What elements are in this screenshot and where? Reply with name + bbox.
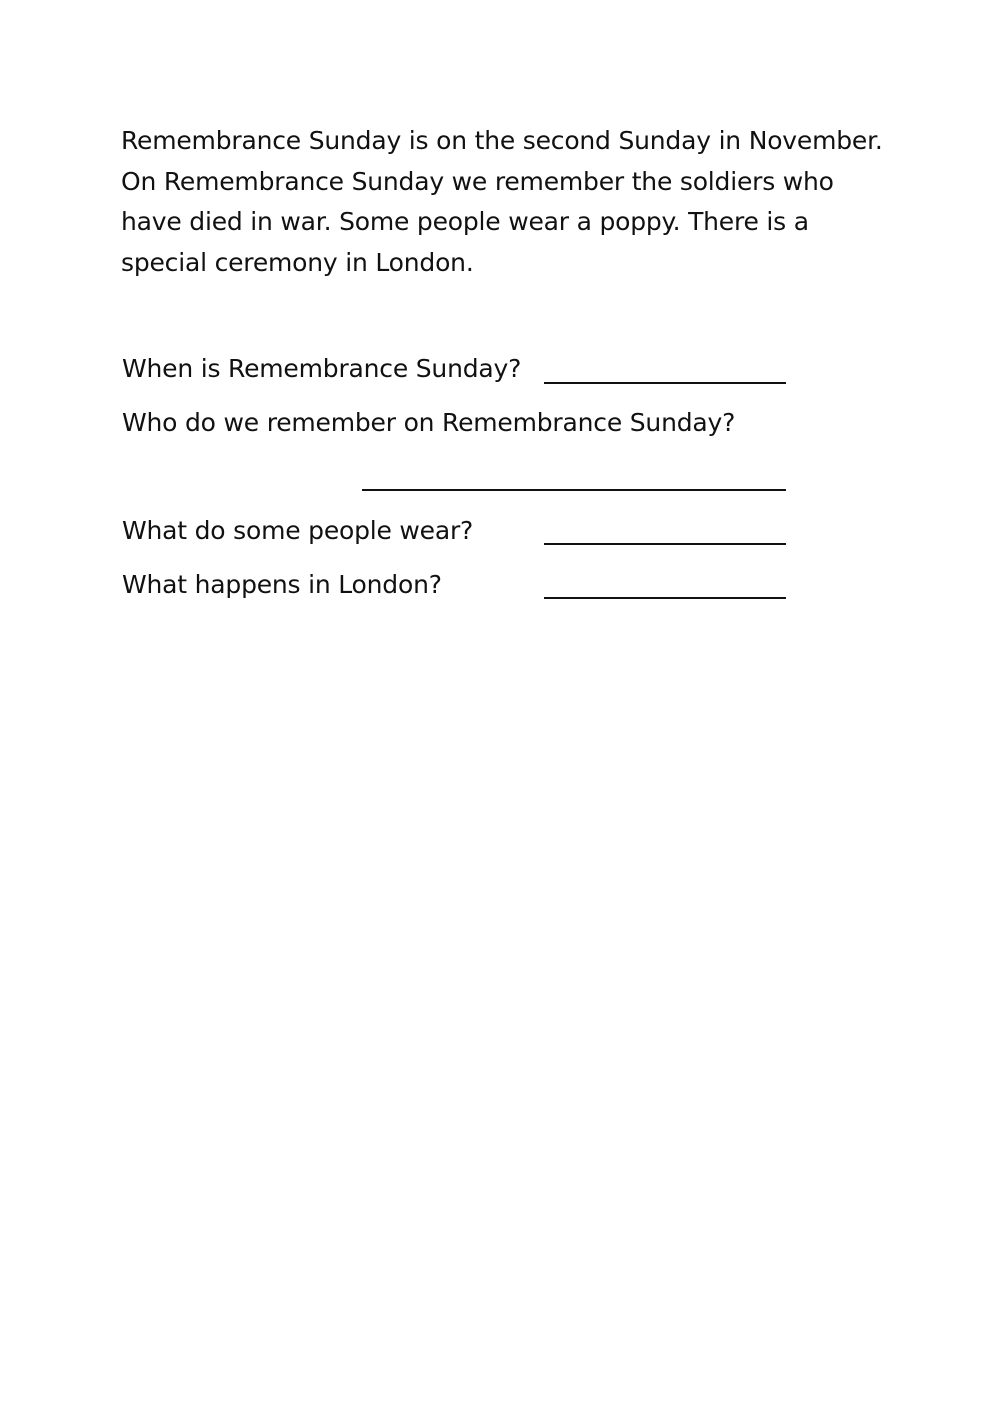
answer-line-when[interactable]: [544, 382, 786, 384]
answer-line-wear[interactable]: [544, 543, 786, 545]
passage-line: have died in war. Some people wear a poppy. There is a: [121, 207, 809, 236]
answer-line-who[interactable]: [362, 489, 786, 491]
reading-passage: [121, 121, 901, 283]
passage-line: special ceremony in London.: [121, 247, 474, 277]
answer-line-london[interactable]: [544, 597, 786, 599]
passage-line: On Remembrance Sunday we remember the soldiers who: [121, 166, 834, 196]
question-who: Who do we remember on Remembrance Sunday?: [122, 408, 736, 437]
question-london: What happens in London?: [122, 570, 442, 599]
question-wear: What do some people wear?: [122, 516, 474, 545]
passage-line: Remembrance Sunday is on the second Sunday in November.: [121, 126, 883, 155]
question-when: When is Remembrance Sunday?: [122, 354, 522, 383]
